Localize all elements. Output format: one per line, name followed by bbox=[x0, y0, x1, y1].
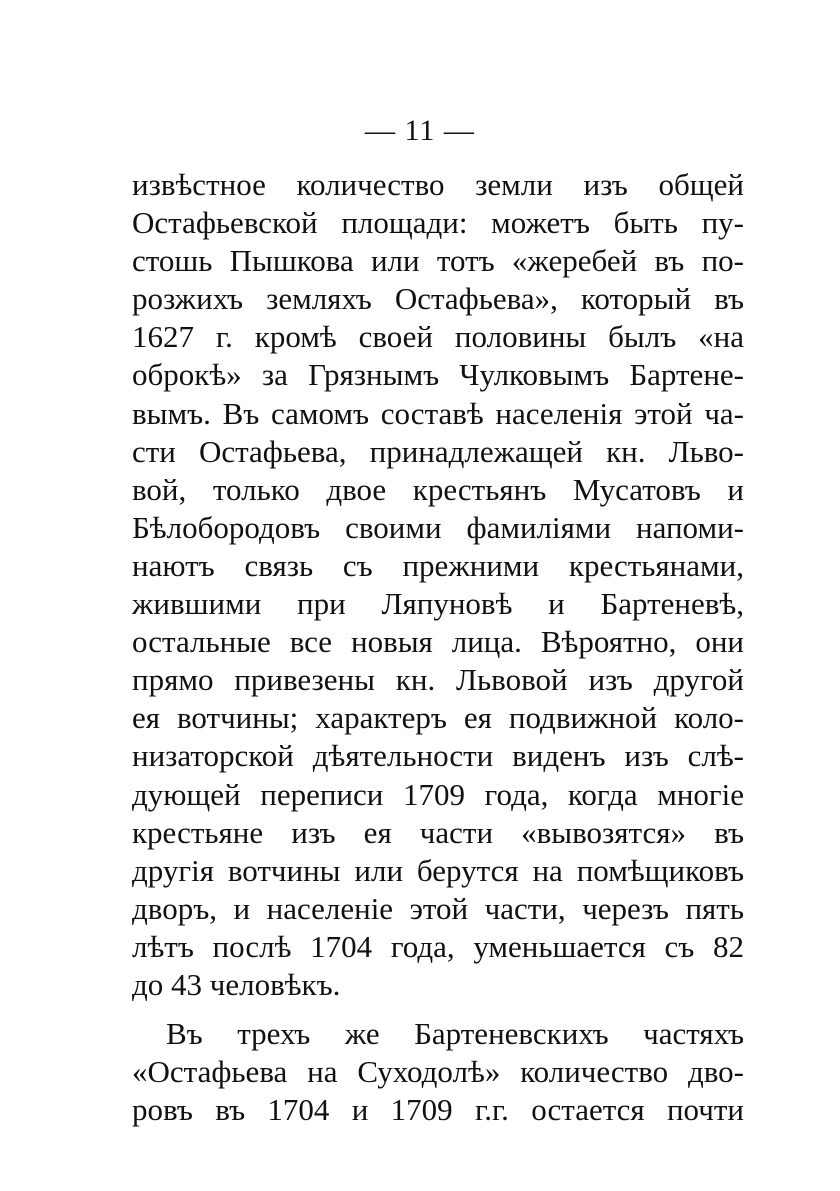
text-line: сти Остафьева, принадлежащей кн. Льво- bbox=[132, 433, 744, 469]
text-line: жившими при Ляпуновѣ и Бартеневѣ, bbox=[132, 586, 744, 622]
text-line: лѣтъ послѣ 1704 года, уменьшается съ 82 bbox=[132, 928, 744, 964]
text-line: Остафьевской площади: можетъ быть пу- bbox=[132, 205, 744, 241]
text-line: ея вотчины; характеръ ея подвижной коло- bbox=[132, 700, 744, 736]
text-line: извѣстное количество земли изъ общей bbox=[132, 167, 744, 202]
text-line: низаторской дѣятельности виденъ изъ слѣ- bbox=[132, 738, 744, 774]
text-line: вой, только двое крестьянъ Мусатовъ и bbox=[132, 471, 744, 507]
page-number: — 11 — bbox=[365, 114, 475, 147]
text-line: крестьяне изъ ея части «вывозятся» въ bbox=[132, 814, 744, 850]
text-line: ровъ въ 1704 и 1709 г.г. остается почти bbox=[132, 1092, 744, 1128]
text-line: дующей переписи 1709 года, когда многіе bbox=[132, 776, 744, 812]
text-line: оброкѣ» за Грязнымъ Чулковымъ Бартене- bbox=[132, 357, 744, 393]
body-text bbox=[132, 166, 744, 1129]
paragraph-gap bbox=[132, 1004, 744, 1015]
text-line: прямо привезены кн. Львовой изъ другой bbox=[132, 662, 744, 698]
text-line: розжихъ земляхъ Остафьева», который въ bbox=[132, 281, 744, 317]
text-line: «Остафьева на Суходолѣ» количество дво- bbox=[132, 1054, 744, 1090]
paragraph-1 bbox=[132, 166, 744, 1004]
text-line: вымъ. Въ самомъ составѣ населенія этой ча- bbox=[132, 395, 744, 431]
text-line: Въ трехъ же Бартеневскихъ частяхъ bbox=[166, 1016, 744, 1052]
text-line: Бѣлобородовъ своими фамиліями напоми- bbox=[132, 509, 744, 545]
text-line: 1627 г. кромѣ своей половины былъ «на bbox=[132, 319, 744, 355]
text-line: стошь Пышкова или тотъ «жеребей въ по- bbox=[132, 243, 744, 279]
text-line: наютъ связь съ прежними крестьянами, bbox=[132, 547, 744, 583]
paragraph-2 bbox=[132, 1015, 744, 1129]
text-line: дворъ, и населеніе этой части, черезъ пять bbox=[132, 890, 744, 926]
text-line: другія вотчины или берутся на помѣщиковъ bbox=[132, 852, 744, 888]
text-line: до 43 человѣкъ. bbox=[132, 966, 341, 1002]
text-line: остальные все новыя лица. Вѣроятно, они bbox=[132, 624, 744, 660]
